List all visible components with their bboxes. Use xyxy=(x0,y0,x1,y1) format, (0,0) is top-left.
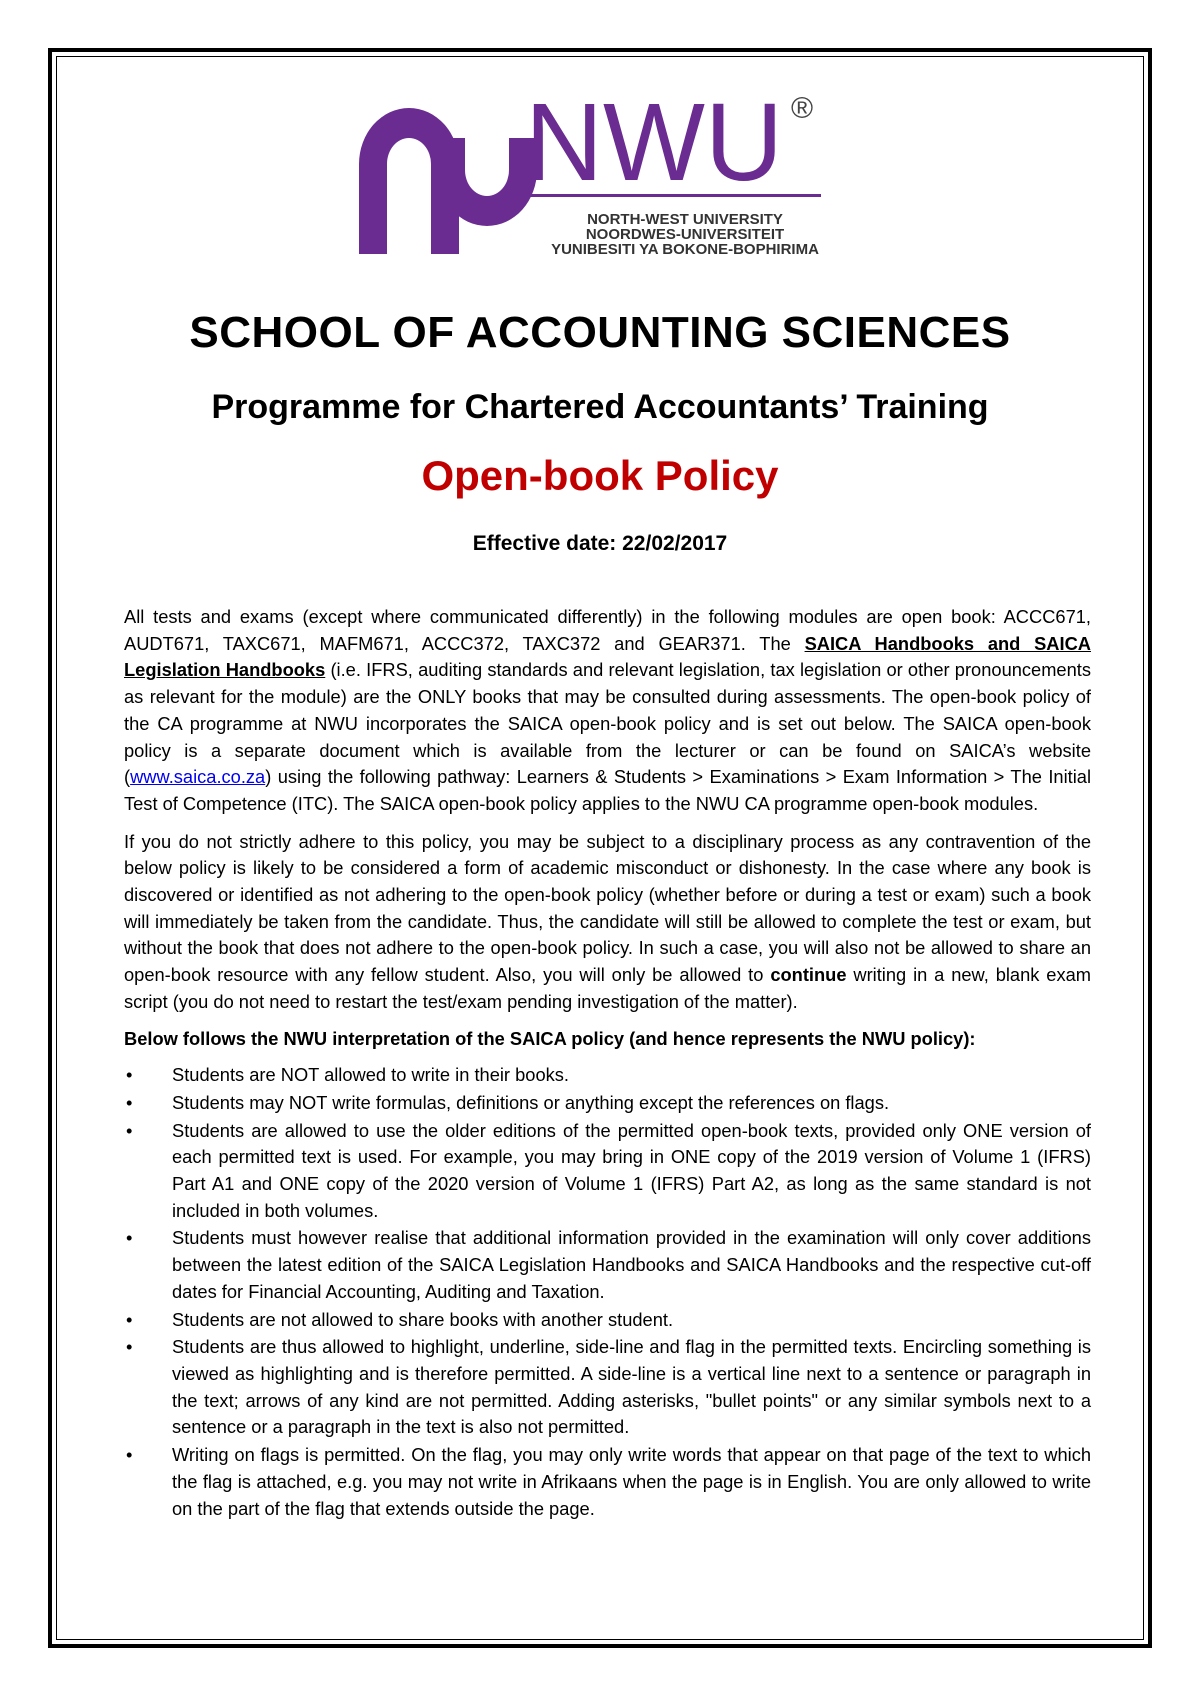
intro-paragraph xyxy=(124,604,1091,818)
logo-line-1: NORTH-WEST UNIVERSITY xyxy=(587,211,783,228)
logo-brand-text: NWU xyxy=(525,82,783,204)
continue-emphasis: continue xyxy=(770,964,847,986)
list-item xyxy=(124,1090,1091,1117)
rule-text: Students may NOT write formulas, definitions or anything except the references on flags. xyxy=(172,1091,890,1113)
bullet-icon: • xyxy=(126,1444,133,1466)
bullet-icon: • xyxy=(126,1308,133,1330)
list-item xyxy=(124,1062,1091,1089)
list-item xyxy=(124,1118,1091,1225)
rule-text: Students are NOT allowed to write in their books. xyxy=(172,1064,569,1086)
list-item xyxy=(124,1225,1091,1305)
effective-date: Effective date: 22/02/2017 xyxy=(472,532,728,555)
logo-line-2: NOORDWES-UNIVERSITEIT xyxy=(585,226,785,243)
rule-text: Students must however realise that additional information provided in the examination will only cover additions between the latest edition of the SAICA Legislation Handbooks and SAICA Handbooks and the respective cut-off dates for Financial Accounting, Auditing and Taxation. xyxy=(172,1227,1091,1302)
policy-body xyxy=(124,604,1091,1523)
bullet-icon: • xyxy=(126,1091,133,1113)
logo-registered-mark: ® xyxy=(791,92,814,125)
list-item xyxy=(124,1442,1091,1522)
bullet-icon: • xyxy=(126,1336,133,1358)
policy-title: Open-book Policy xyxy=(421,452,779,499)
bullet-icon: • xyxy=(126,1064,133,1086)
discipline-text-2: writing in a new, blank exam script (you do not need to restart the test/exam pending investigation of the matter). xyxy=(124,964,1091,1012)
intro-text-1: All tests and exams (except where communicated differently) in the following modules are open book: ACCC671, AUDT671, TAXC671, MAFM671, ACCC372, TAXC372 and GEAR371. The xyxy=(124,606,1091,654)
bullet-icon: • xyxy=(126,1119,133,1141)
logo-line-3: YUNIBESITI YA BOKONE-BOPHIRIMA xyxy=(551,241,819,258)
intro-text-3: ) using the following pathway: Learners & Students > Examinations > Exam Information > The Initial Test of Competence (ITC). The SAICA open-book policy applies to the NWU CA programme open-book modules. xyxy=(124,766,1091,814)
rule-text: Writing on flags is permitted. On the flag, you may only write words that appear on that page of the text to which the flag is attached, e.g. you may not write in Afrikaans when the page is in English. You are only allowed to write on the part of the flag that extends outside the page. xyxy=(172,1444,1091,1519)
list-item xyxy=(124,1334,1091,1441)
intro-text-2: (i.e. IFRS, auditing standards and relevant legislation, tax legislation or other pronouncements as relevant for the module) are the ONLY books that may be consulted during assessments. The open-book policy of the CA programme at NWU incorporates the SAICA open-book policy and is set out below. The SAICA open-book policy is a separate document which is available from the lecturer or can be found on SAICA’s website ( xyxy=(124,659,1091,788)
bullet-icon: • xyxy=(126,1227,133,1249)
discipline-text-1: If you do not strictly adhere to this policy, you may be subject to a disciplinary process as any contravention of the below policy is likely to be considered a form of academic misconduct or dishonesty. In the case where any book is discovered or identified as not adhering to the open-book policy (whether before or during a test or exam) such a book will immediately be taken from the candidate. Thus, the candidate will still be allowed to complete the test or exam, but without the book that does not adhere to the open-book policy. In such a case, you will also not be allowed to share an open-book resource with any fellow student. Also, you will only be allowed to xyxy=(124,830,1091,986)
policy-rules-list xyxy=(124,1062,1091,1522)
rule-text: Students are allowed to use the older editions of the permitted open-book texts, provided only ONE version of each permitted text is used. For example, you may bring in ONE copy of the 2019 version of Volume 1 (IFRS) Part A1 and ONE copy of the 2020 version of Volume 1 (IFRS) Part A2, as long as the same standard is not included in both volumes. xyxy=(172,1119,1091,1221)
interpretation-heading: Below follows the NWU interpretation of the SAICA policy (and hence represents the NWU policy): xyxy=(124,1027,976,1049)
nwu-logo xyxy=(345,82,855,262)
saica-website-link[interactable]: www.saica.co.za xyxy=(130,766,266,788)
saica-handbooks-emphasis: SAICA Handbooks and SAICA Legislation Handbooks xyxy=(124,632,1091,681)
programme-title: Programme for Chartered Accountants’ Training xyxy=(211,388,989,426)
rule-text: Students are thus allowed to highlight, underline, side-line and flag in the permitted texts. Encircling something is viewed as highlighting and is therefore permitted. A side-line is a vertical line next to a sentence or paragraph in the text; arrows of any kind are not permitted. Adding asterisks, "bullet points" or any similar symbols next to a sentence or a paragraph in the text is also not permitted. xyxy=(172,1336,1091,1438)
rule-text: Students are not allowed to share books with another student. xyxy=(172,1308,674,1330)
list-item xyxy=(124,1307,1091,1334)
discipline-paragraph xyxy=(124,829,1091,1016)
school-title: SCHOOL OF ACCOUNTING SCIENCES xyxy=(189,308,1011,357)
